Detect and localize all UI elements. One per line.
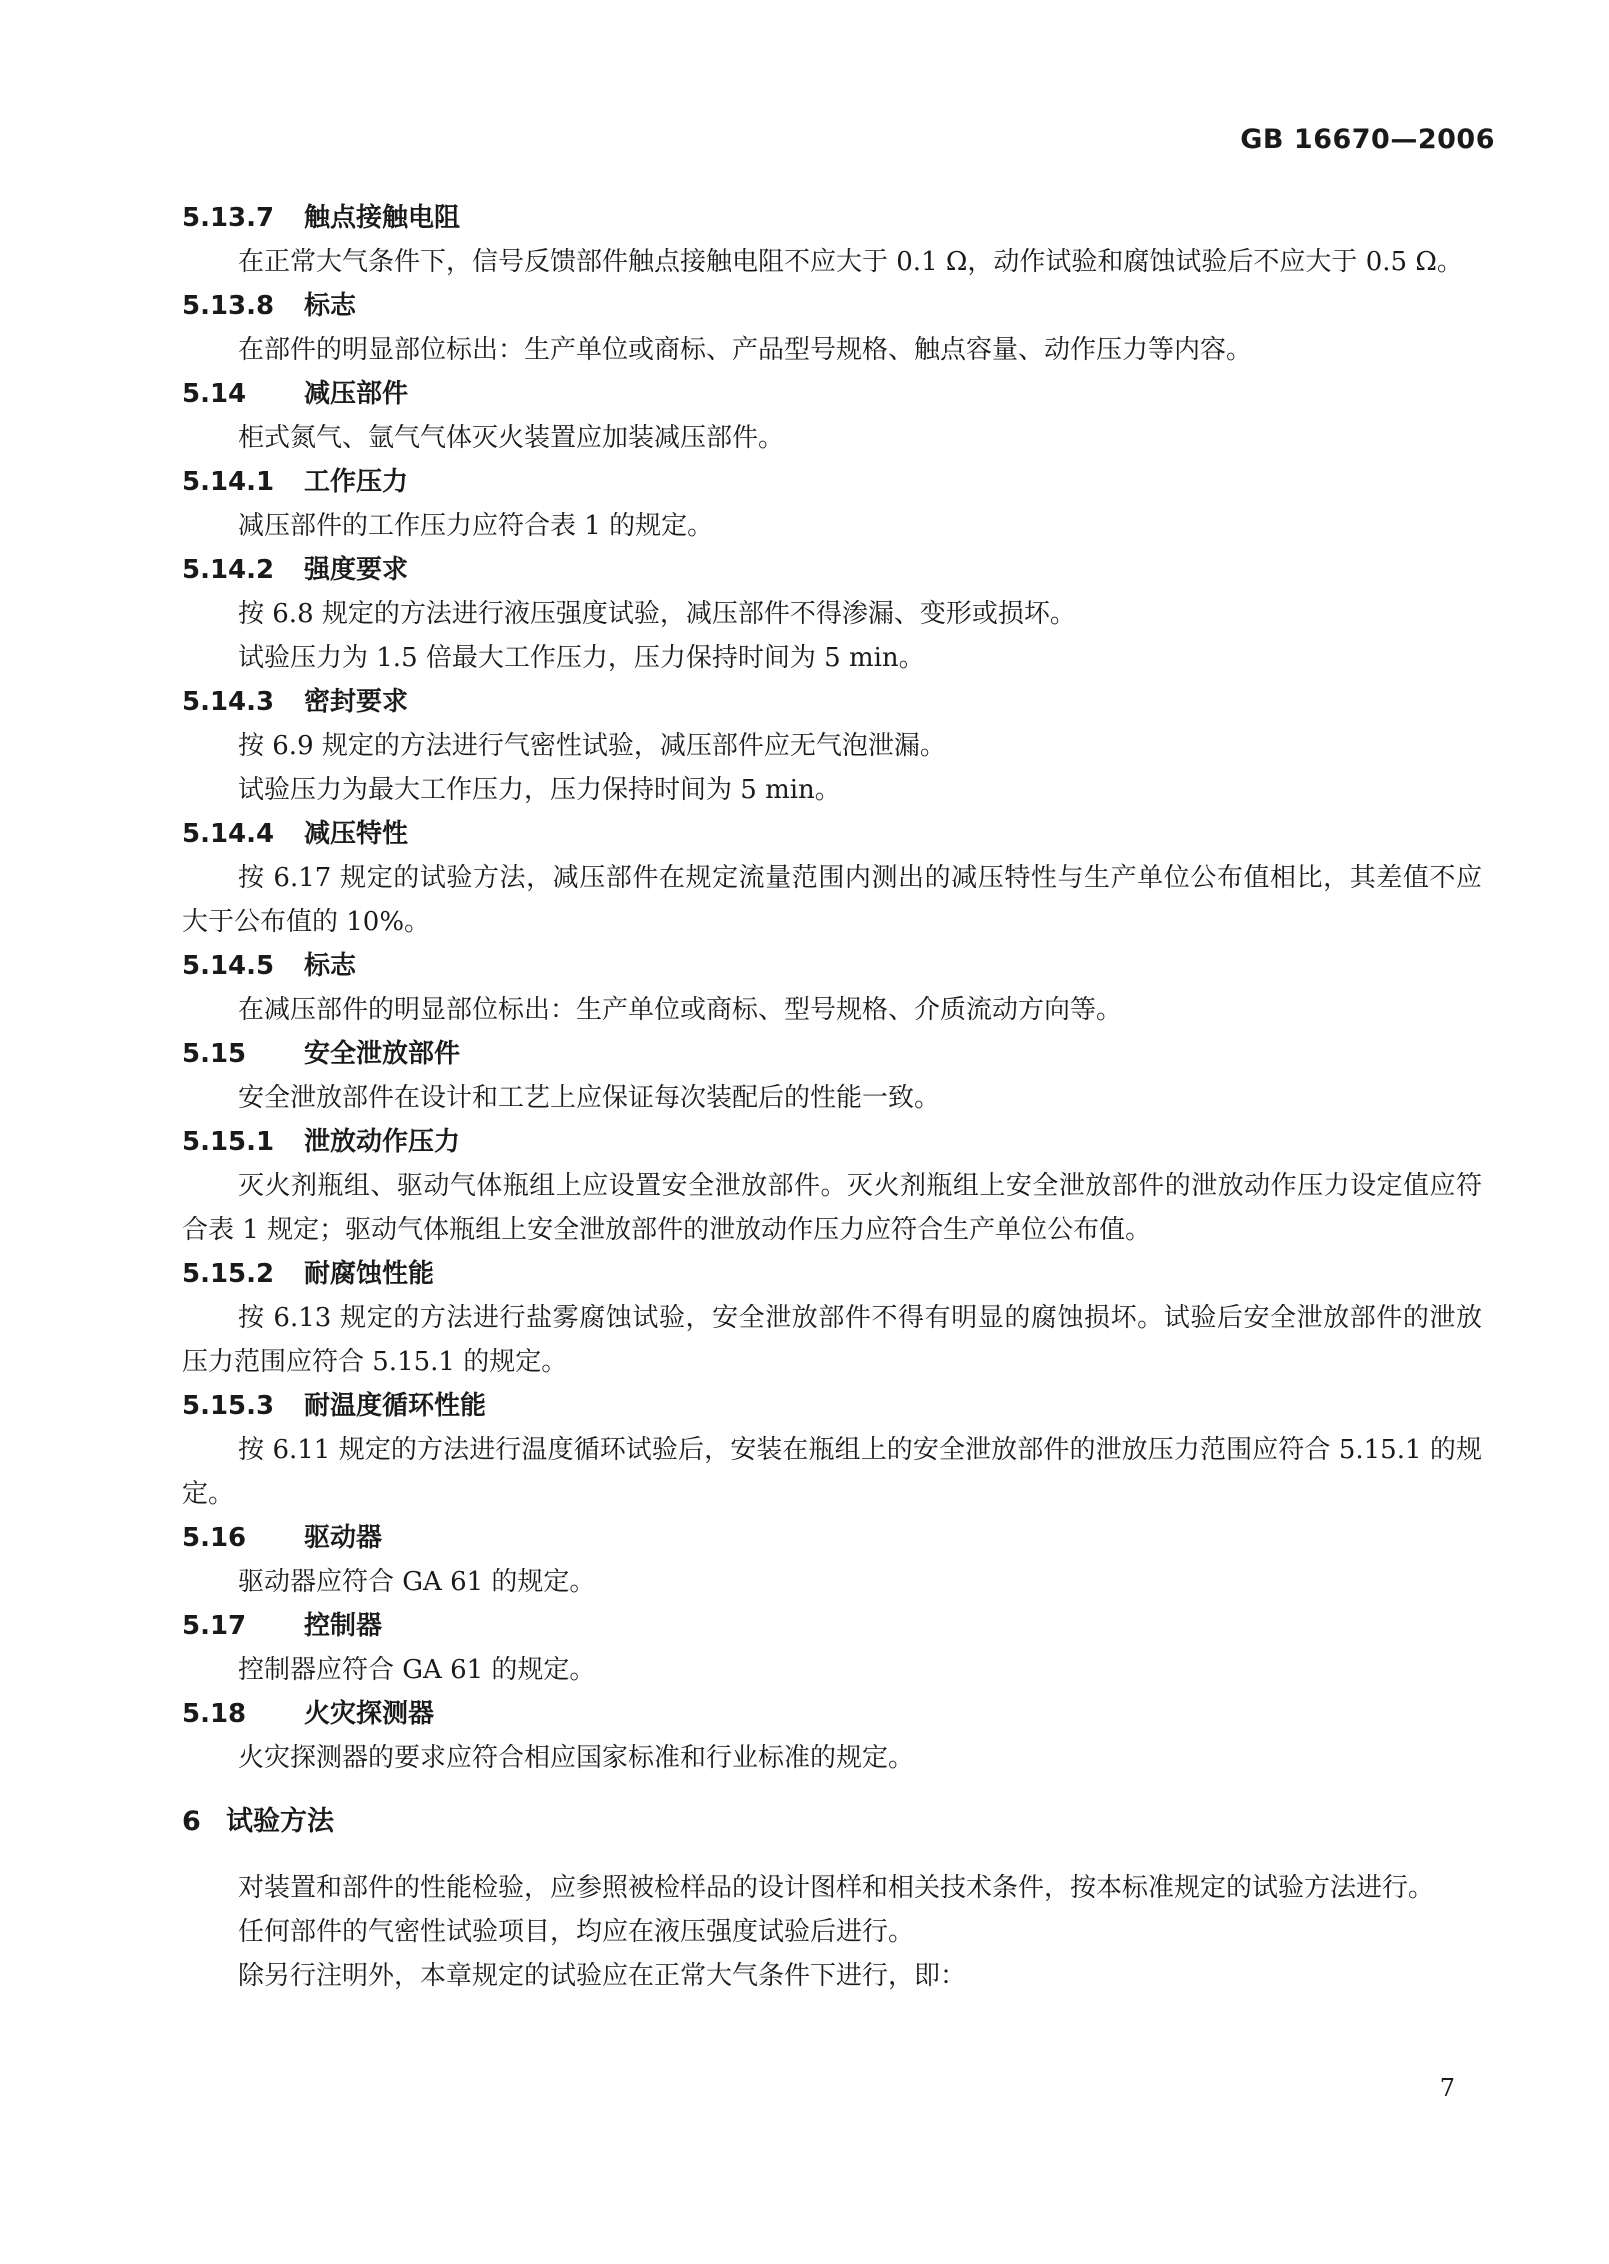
section-title: 密封要求: [304, 687, 409, 717]
section-title: 减压特性: [304, 819, 409, 849]
section-paragraph: 试验压力为 1.5 倍最大工作压力，压力保持时间为 5 min。: [238, 643, 925, 673]
section-heading: [182, 284, 1482, 328]
section-number: 5.16: [182, 1523, 247, 1553]
section-paragraph: 安全泄放部件在设计和工艺上应保证每次装配后的性能一致。: [238, 1083, 941, 1113]
section-title: 标志: [304, 291, 357, 321]
section-number: 5.17: [182, 1611, 247, 1641]
section-title: 火灾探测器: [304, 1699, 435, 1729]
chapter-number: 6: [182, 1806, 201, 1837]
section-title: 强度要求: [304, 555, 409, 585]
section-title: 工作压力: [304, 467, 409, 497]
section-number: 5.15.3: [182, 1391, 275, 1421]
section-paragraph: 按 6.17 规定的试验方法，减压部件在规定流量范围内测出的减压特性与生产单位公布值相比，其差值不应大于公布值的 10%。: [182, 863, 1482, 937]
section-heading: [182, 1384, 1482, 1428]
section-number: 5.14.5: [182, 951, 275, 981]
chapter-heading: [182, 1800, 1482, 1844]
section-heading: [182, 460, 1482, 504]
chapter-title: 试验方法: [226, 1806, 334, 1837]
standard-code: GB 16670—2006: [1240, 124, 1495, 155]
section-heading: [182, 548, 1482, 592]
chapter-paragraph: 除另行注明外，本章规定的试验应在正常大气条件下进行，即：: [238, 1961, 967, 1991]
section-title: 安全泄放部件: [304, 1039, 461, 1069]
section-heading: [182, 1252, 1482, 1296]
section-paragraph: 火灾探测器的要求应符合相应国家标准和行业标准的规定。: [238, 1743, 915, 1773]
chapter-body: [182, 1866, 1482, 1998]
section-heading: [182, 1516, 1482, 1560]
section-paragraph: 按 6.13 规定的方法进行盐雾腐蚀试验，安全泄放部件不得有明显的腐蚀损坏。试验后安全泄放部件的泄放压力范围应符合 5.15.1 的规定。: [182, 1303, 1482, 1377]
section-heading: [182, 1032, 1482, 1076]
section-paragraph: 控制器应符合 GA 61 的规定。: [238, 1655, 596, 1685]
section-heading: [182, 1120, 1482, 1164]
section-paragraph: 按 6.8 规定的方法进行液压强度试验，减压部件不得渗漏、变形或损坏。: [238, 599, 1076, 629]
section-number: 5.13.7: [182, 203, 275, 233]
page-number: 7: [1439, 2074, 1455, 2102]
section-title: 减压部件: [304, 379, 409, 409]
sections-container: [182, 196, 1482, 1780]
section-number: 5.18: [182, 1699, 247, 1729]
section-number: 5.15.2: [182, 1259, 275, 1289]
section-paragraph: 在正常大气条件下，信号反馈部件触点接触电阻不应大于 0.1 Ω，动作试验和腐蚀试验后不应大于 0.5 Ω。: [238, 247, 1463, 277]
section-title: 耐温度循环性能: [304, 1391, 487, 1421]
section-number: 5.13.8: [182, 291, 275, 321]
section-number: 5.14.3: [182, 687, 275, 717]
section-number: 5.14.4: [182, 819, 275, 849]
section-number: 5.15: [182, 1039, 247, 1069]
section-number: 5.14: [182, 379, 247, 409]
section-number: 5.14.2: [182, 555, 275, 585]
section-title: 驱动器: [304, 1523, 383, 1553]
section-title: 耐腐蚀性能: [304, 1259, 435, 1289]
section-paragraph: 按 6.9 规定的方法进行气密性试验，减压部件应无气泡泄漏。: [238, 731, 946, 761]
section-heading: [182, 1692, 1482, 1736]
section-heading: [182, 944, 1482, 988]
section-paragraph: 灭火剂瓶组、驱动气体瓶组上应设置安全泄放部件。灭火剂瓶组上安全泄放部件的泄放动作压力设定值应符合表 1 规定；驱动气体瓶组上安全泄放部件的泄放动作压力应符合生产单位公布值。: [182, 1171, 1482, 1245]
chapter-paragraph: 对装置和部件的性能检验，应参照被检样品的设计图样和相关技术条件，按本标准规定的试验方法进行。: [238, 1873, 1435, 1903]
section-paragraph: 减压部件的工作压力应符合表 1 的规定。: [238, 511, 714, 541]
section-heading: [182, 680, 1482, 724]
page-content: [182, 196, 1482, 1998]
chapter-paragraph: 任何部件的气密性试验项目，均应在液压强度试验后进行。: [238, 1917, 915, 1947]
section-title: 控制器: [304, 1611, 383, 1641]
section-paragraph: 按 6.11 规定的方法进行温度循环试验后，安装在瓶组上的安全泄放部件的泄放压力范围应符合 5.15.1 的规定。: [182, 1435, 1482, 1509]
section-title: 标志: [304, 951, 357, 981]
section-number: 5.15.1: [182, 1127, 275, 1157]
section-heading: [182, 1604, 1482, 1648]
section-title: 触点接触电阻: [304, 203, 461, 233]
section-paragraph: 试验压力为最大工作压力，压力保持时间为 5 min。: [238, 775, 841, 805]
section-heading: [182, 372, 1482, 416]
section-title: 泄放动作压力: [304, 1127, 461, 1157]
section-paragraph: 在部件的明显部位标出：生产单位或商标、产品型号规格、触点容量、动作压力等内容。: [238, 335, 1253, 365]
section-paragraph: 驱动器应符合 GA 61 的规定。: [238, 1567, 596, 1597]
section-number: 5.14.1: [182, 467, 275, 497]
section-heading: [182, 196, 1482, 240]
section-paragraph: 柜式氮气、氩气气体灭火装置应加装减压部件。: [238, 423, 785, 453]
section-paragraph: 在减压部件的明显部位标出：生产单位或商标、型号规格、介质流动方向等。: [238, 995, 1123, 1025]
section-heading: [182, 812, 1482, 856]
